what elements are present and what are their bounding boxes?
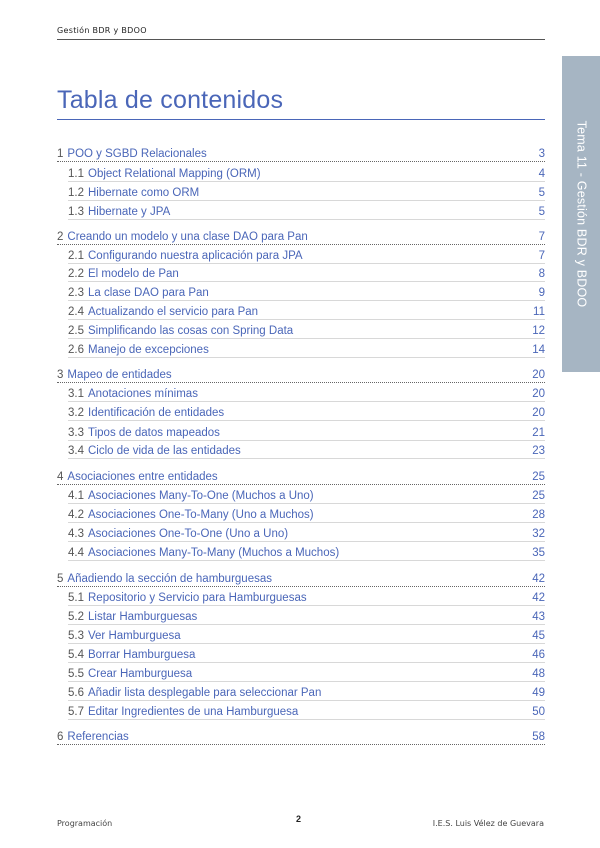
toc-entry[interactable] [57,468,545,485]
toc-entry-page[interactable]: 20 [532,369,545,381]
toc-entry-link[interactable]: Asociaciones One-To-Many (Uno a Muchos) [88,509,314,521]
toc-entry-link[interactable]: Simplificando las cosas con Spring Data [88,325,294,337]
footer-institution: I.E.S. Luis Vélez de Guevara [432,819,544,828]
toc-entry-number: 4.1 [68,490,84,502]
toc-entry-link[interactable]: Ciclo de vida de las entidades [88,445,241,457]
toc-entry-link[interactable]: Editar Ingredientes de una Hamburguesa [88,706,299,718]
toc-entry-link[interactable]: Asociaciones entre entidades [67,471,218,483]
toc-entry[interactable] [68,703,545,720]
toc-entry[interactable] [57,145,545,162]
toc-entry-link[interactable]: Borrar Hamburguesa [88,649,196,661]
toc-entry-page[interactable]: 21 [532,427,545,439]
toc-entry-link[interactable]: Añadir lista desplegable para seleccionar Pan [88,687,322,699]
toc-entry-page[interactable]: 25 [532,490,545,502]
toc-entry[interactable] [57,570,545,587]
toc-entry-number: 5.7 [68,706,84,718]
toc-entry-link[interactable]: Listar Hamburguesas [88,611,198,623]
side-tab-label: Tema 11 - Gestión BDR y BDOO [574,120,588,308]
toc-entry-link[interactable]: Hibernate y JPA [88,206,171,218]
toc-entry-page[interactable]: 46 [532,649,545,661]
toc-entry[interactable] [68,684,545,701]
toc-entry[interactable] [68,203,545,220]
toc-entry-page[interactable]: 58 [532,731,545,743]
toc-entry-number: 4 [57,471,64,483]
toc-entry-number: 1.1 [68,168,84,180]
toc-entry-page[interactable]: 43 [532,611,545,623]
running-header: Gestión BDR y BDOO [57,26,147,35]
toc-entry-page[interactable]: 20 [532,388,545,400]
toc-entry[interactable] [68,184,545,201]
toc-entry-number: 2.2 [68,268,84,280]
toc-entry-page[interactable]: 5 [538,187,545,199]
footer-page-number: 2 [296,814,302,824]
toc-entry-page[interactable]: 3 [538,148,545,160]
toc-entry-link[interactable]: Crear Hamburguesa [88,668,193,680]
toc-entry-number: 5.1 [68,592,84,604]
toc-entry-page[interactable]: 42 [532,592,545,604]
toc-entry-number: 2.6 [68,344,84,356]
toc-entry-number: 1.3 [68,206,84,218]
toc-entry[interactable] [68,385,545,402]
header-divider [57,39,545,40]
toc-entry-page[interactable]: 45 [532,630,545,642]
toc-entry-link[interactable]: Configurando nuestra aplicación para JPA [88,250,303,262]
toc-entry-link[interactable]: Añadiendo la sección de hamburguesas [67,573,272,585]
toc-entry-number: 3 [57,369,64,381]
toc-entry[interactable] [68,589,545,606]
toc-entry-page[interactable]: 7 [538,231,545,243]
toc-entry-link[interactable]: Anotaciones mínimas [88,388,198,400]
toc-entry-link[interactable]: Asociaciones Many-To-Many (Muchos a Muchos) [88,547,340,559]
toc-entry-number: 2 [57,231,64,243]
toc-entry-link[interactable]: Manejo de excepciones [88,344,209,356]
toc-entry-page[interactable]: 25 [532,471,545,483]
toc-entry-link[interactable]: El modelo de Pan [88,268,179,280]
toc-entry-page[interactable]: 7 [538,250,545,262]
toc-entry-number: 5.2 [68,611,84,623]
toc-entry[interactable] [68,284,545,301]
toc-entry-link[interactable]: Referencias [67,731,129,743]
toc-entry-number: 3.2 [68,407,84,419]
toc-entry-link[interactable]: Asociaciones Many-To-One (Muchos a Uno) [88,490,314,502]
toc-entry-page[interactable]: 32 [532,528,545,540]
toc-entry[interactable] [57,228,545,245]
toc-entry[interactable] [68,341,545,358]
toc-entry[interactable] [68,247,545,264]
toc-entry-link[interactable]: Asociaciones One-To-One (Uno a Uno) [88,528,289,540]
toc-entry[interactable] [68,165,545,182]
toc-entry-number: 5.6 [68,687,84,699]
toc-entry[interactable] [68,442,545,459]
toc-entry-page[interactable]: 50 [532,706,545,718]
toc-entry-number: 1 [57,148,64,160]
toc-entry-page[interactable]: 35 [532,547,545,559]
toc-entry[interactable] [68,544,545,561]
toc-entry-number: 2.1 [68,250,84,262]
toc-entry-number: 2.3 [68,287,84,299]
toc-entry-number: 5.4 [68,649,84,661]
toc-entry[interactable] [68,646,545,663]
toc-entry[interactable] [57,366,545,383]
toc-entry-page[interactable]: 14 [532,344,545,356]
toc-entry-link[interactable]: Object Relational Mapping (ORM) [88,168,261,180]
toc-entry[interactable] [68,506,545,523]
toc-entry[interactable] [68,525,545,542]
toc-entry-number: 4.3 [68,528,84,540]
toc-entry-page[interactable]: 20 [532,407,545,419]
toc-entry[interactable] [68,665,545,682]
toc-entry-page[interactable]: 5 [538,206,545,218]
toc-entry-number: 2.4 [68,306,84,318]
footer-course: Programación [57,819,113,828]
side-tab [562,56,600,372]
toc-entry-link[interactable]: Hibernate como ORM [88,187,200,199]
toc-entry[interactable] [68,608,545,625]
toc-entry-number: 5 [57,573,64,585]
toc-entry-number: 5.3 [68,630,84,642]
toc-entry-page[interactable]: 12 [532,325,545,337]
toc-entry-link[interactable]: Ver Hamburguesa [88,630,181,642]
toc-entry-page[interactable]: 9 [538,287,545,299]
toc-entry[interactable] [68,265,545,282]
toc-entry-page[interactable]: 4 [538,168,545,180]
toc-entry-link[interactable]: Creando un modelo y una clase DAO para Pan [67,231,308,243]
toc-entry-number: 6 [57,731,64,743]
toc-entry-page[interactable]: 42 [532,573,545,585]
toc-entry-link[interactable]: POO y SGBD Relacionales [67,148,207,160]
toc-entry[interactable] [68,487,545,504]
toc-entry-number: 3.1 [68,388,84,400]
toc-entry-page[interactable]: 48 [532,668,545,680]
toc-entry-number: 5.5 [68,668,84,680]
toc-entry[interactable] [68,404,545,421]
toc-entry[interactable] [68,303,545,320]
toc-entry[interactable] [68,627,545,644]
toc-entry-link[interactable]: Tipos de datos mapeados [88,427,220,439]
toc-entry-link[interactable]: Repositorio y Servicio para Hamburguesas [88,592,307,604]
toc-entry-page[interactable]: 28 [532,509,545,521]
toc-entry-link[interactable]: Actualizando el servicio para Pan [88,306,259,318]
toc-entry-page[interactable]: 11 [533,306,545,318]
toc-entry-number: 2.5 [68,325,84,337]
toc-entry-link[interactable]: La clase DAO para Pan [88,287,209,299]
toc-entry-number: 1.2 [68,187,84,199]
toc-entry-page[interactable]: 49 [532,687,545,699]
toc-entry-number: 4.4 [68,547,84,559]
toc-entry-number: 4.2 [68,509,84,521]
toc-entry[interactable] [68,322,545,339]
toc-entry-link[interactable]: Identificación de entidades [88,407,225,419]
toc-entry-page[interactable]: 23 [532,445,545,457]
toc-entry[interactable] [57,728,545,745]
toc-entry-page[interactable]: 8 [538,268,545,280]
toc-entry-link[interactable]: Mapeo de entidades [67,369,172,381]
toc-entry[interactable] [68,424,545,441]
toc-entry-number: 3.4 [68,445,84,457]
toc-entry-number: 3.3 [68,427,84,439]
toc-title: Tabla de contenidos [57,86,284,114]
title-divider [57,119,545,120]
